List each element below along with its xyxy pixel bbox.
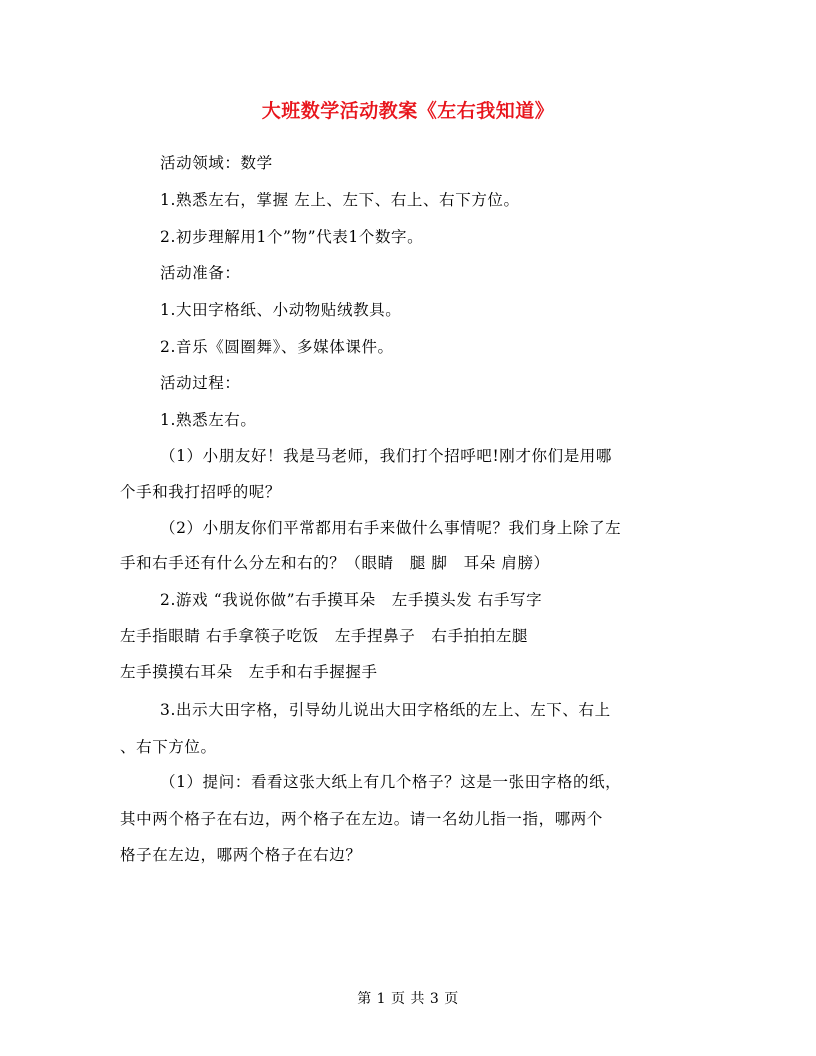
body-line: 活动准备： — [160, 264, 241, 282]
body-line: 活动过程： — [160, 374, 241, 392]
body-line: 2.音乐《圆圈舞》、多媒体课件。 — [160, 338, 394, 356]
body-line: 2.游戏 “我说你做”右手摸耳朵 左手摸头发 右手写字 — [160, 591, 543, 609]
body-line: 2.初步理解用1个”物”代表1个数字。 — [160, 228, 424, 246]
document-title: 大班数学活动教案《左右我知道》 — [261, 100, 555, 122]
body-line: （1）提问：看看这张大纸上有几个格子？这是一张田字格的纸， — [160, 773, 622, 791]
page-number-footer: 第 1 页 共 3 页 — [357, 991, 459, 1007]
body-line: 1.大田字格纸、小动物贴绒教具。 — [160, 301, 402, 319]
body-line: 个手和我打招呼的呢？ — [120, 483, 282, 501]
body-line: 1.熟悉左右。 — [160, 411, 257, 429]
body-line: 活动领域：数学 — [160, 154, 273, 172]
body-line: 格子在左边，哪两个格子在右边？ — [120, 846, 362, 864]
body-line: 左手指眼睛 右手拿筷子吃饭 左手捏鼻子 右手拍拍左腿 — [120, 627, 529, 645]
body-line: 、右下方位。 — [120, 738, 217, 756]
body-line: 手和右手还有什么分左和右的？（眼睛 腿 脚 耳朵 肩膀） — [120, 554, 550, 572]
body-line: 其中两个格子在右边，两个格子在左边。请一名幼儿指一指，哪两个 — [120, 810, 604, 828]
body-line: 左手摸摸右耳朵 左手和右手握握手 — [120, 663, 378, 681]
body-line: 1.熟悉左右，掌握 左上、左下、右上、右下方位。 — [160, 191, 520, 209]
body-line: （2）小朋友你们平常都用右手来做什么事情呢？我们身上除了左 — [160, 519, 622, 537]
body-line: 3.出示大田字格，引导幼儿说出大田字格纸的左上、左下、右上 — [160, 701, 611, 719]
body-line: （1）小朋友好！我是马老师，我们打个招呼吧!刚才你们是用哪 — [160, 447, 612, 465]
